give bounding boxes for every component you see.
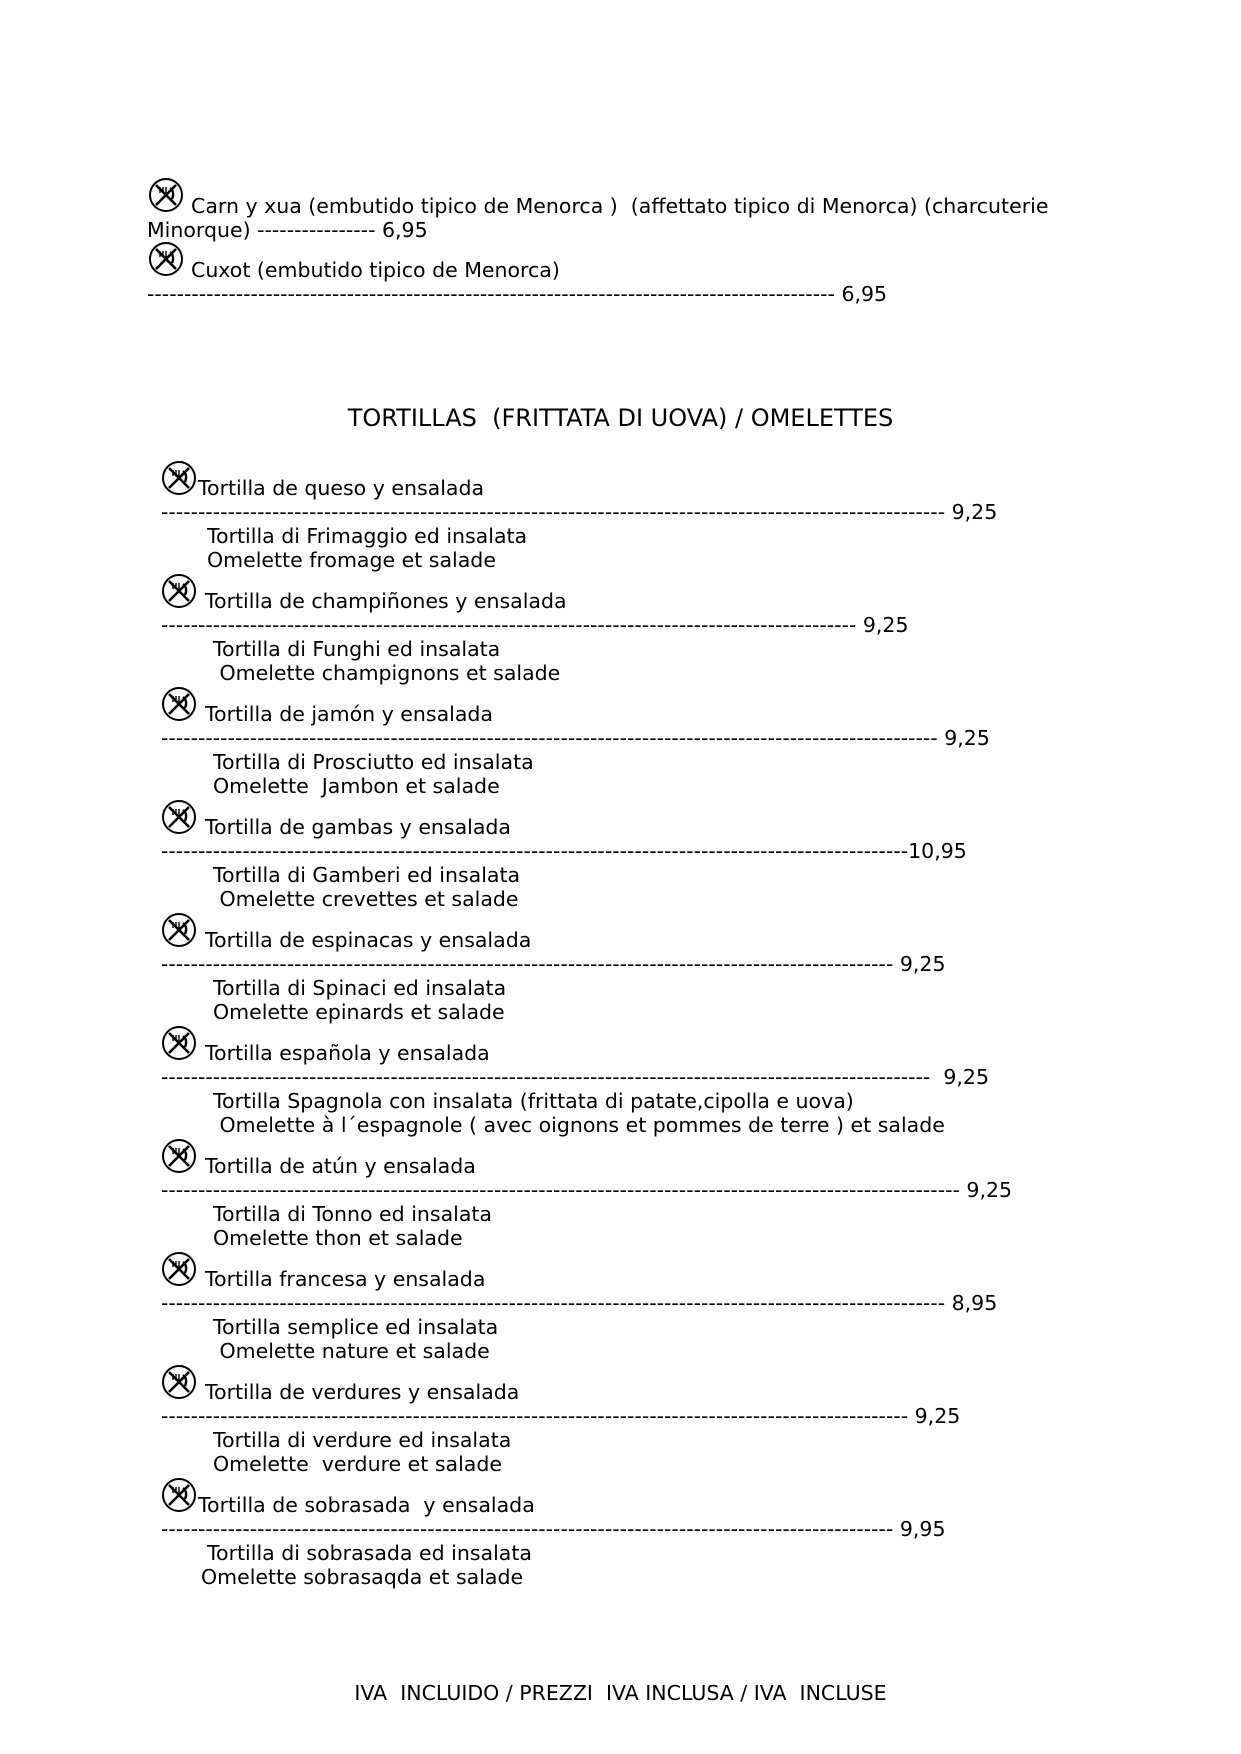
no-cutlery-icon bbox=[161, 1138, 197, 1174]
footer-vat-note: IVA INCLUIDO / PREZZI IVA INCLUSA / IVA INCLUSE bbox=[354, 1681, 887, 1705]
item-name-fr: Omelette fromage et salade bbox=[207, 548, 496, 572]
item-name-fr: Omelette crevettes et salade bbox=[213, 887, 519, 911]
no-cutlery-icon bbox=[161, 573, 197, 609]
item-price-line: ---------------------------------------------------------------------------------------------- 9,25 bbox=[161, 613, 909, 637]
item-name-it: Tortilla di Tonno ed insalata bbox=[213, 1202, 492, 1226]
no-cutlery-icon bbox=[161, 1025, 197, 1061]
item-name-es: Tortilla española y ensalada bbox=[205, 1041, 490, 1065]
item-name-it: Tortilla di Funghi ed insalata bbox=[213, 637, 501, 661]
item-price-line: ----------------------------------------------------------------------------------------------------- 9,25 bbox=[161, 1404, 961, 1428]
item-line: Carn y xua (embutido tipico de Menorca ) (affettato tipico di Menorca) (charcuterie bbox=[191, 194, 1049, 218]
item-name-es: Tortilla de jamón y ensalada bbox=[205, 702, 493, 726]
item-name-fr: Omelette sobrasaqda et salade bbox=[201, 1565, 524, 1589]
item-name-fr: Omelette à l´espagnole ( avec oignons et pommes de terre ) et salade bbox=[213, 1113, 945, 1137]
no-cutlery-icon bbox=[161, 1251, 197, 1287]
item-name-it: Tortilla di Prosciutto ed insalata bbox=[213, 750, 534, 774]
no-cutlery-icon bbox=[161, 1364, 197, 1400]
no-cutlery-icon bbox=[161, 1477, 197, 1513]
no-cutlery-icon bbox=[148, 177, 184, 213]
item-name-fr: Omelette Jambon et salade bbox=[213, 774, 500, 798]
item-name-es: Tortilla de verdures y ensalada bbox=[205, 1380, 520, 1404]
item-name-es: Tortilla de queso y ensalada bbox=[198, 476, 485, 500]
section-title: TORTILLAS (FRITTATA DI UOVA) / OMELETTES bbox=[347, 404, 894, 432]
no-cutlery-icon bbox=[161, 460, 197, 496]
item-price-line: -------------------------------------------------------------------------------------------------------- 9,25 bbox=[161, 1065, 989, 1089]
item-price-line: --------------------------------------------------------------------------------------------------- 9,25 bbox=[161, 952, 946, 976]
item-name-es: Tortilla de espinacas y ensalada bbox=[205, 928, 532, 952]
item-name-it: Tortilla di Spinaci ed insalata bbox=[213, 976, 507, 1000]
item-price-line: ------------------------------------------------------------------------------------------------------------ 9,25 bbox=[161, 1178, 1013, 1202]
item-name-es: Tortilla de sobrasada y ensalada bbox=[198, 1493, 535, 1517]
item-name-fr: Omelette verdure et salade bbox=[213, 1452, 502, 1476]
item-name-fr: Omelette epinards et salade bbox=[213, 1000, 505, 1024]
item-name-it: Tortilla di Frimaggio ed insalata bbox=[207, 524, 528, 548]
item-price-line: --------------------------------------------------------------------------------------------------------- 9,25 bbox=[161, 726, 990, 750]
item-name-fr: Omelette thon et salade bbox=[213, 1226, 463, 1250]
item-name-it: Tortilla Spagnola con insalata (frittata di patate,cipolla e uova) bbox=[213, 1089, 854, 1113]
item-name-es: Tortilla francesa y ensalada bbox=[205, 1267, 486, 1291]
item-name-fr: Omelette champignons et salade bbox=[213, 661, 561, 685]
item-line: Cuxot (embutido tipico de Menorca) bbox=[191, 258, 560, 282]
no-cutlery-icon bbox=[161, 686, 197, 722]
item-name-it: Tortilla di Gamberi ed insalata bbox=[213, 863, 521, 887]
item-name-fr: Omelette nature et salade bbox=[213, 1339, 490, 1363]
item-name-it: Tortilla semplice ed insalata bbox=[213, 1315, 499, 1339]
item-price-line: ---------------------------------------------------------------------------------------------------------- 9,25 bbox=[161, 500, 998, 524]
item-name-es: Tortilla de atún y ensalada bbox=[205, 1154, 476, 1178]
item-line-price: Minorque) ---------------- 6,95 bbox=[147, 218, 428, 242]
no-cutlery-icon bbox=[161, 799, 197, 835]
item-price-line: --------------------------------------------------------------------------------------------------- 9,95 bbox=[161, 1517, 946, 1541]
item-name-es: Tortilla de champiñones y ensalada bbox=[205, 589, 567, 613]
item-price-line: ---------------------------------------------------------------------------------------------------------- 8,95 bbox=[161, 1291, 998, 1315]
item-price-line: -----------------------------------------------------------------------------------------------------10,95 bbox=[161, 839, 967, 863]
item-name-es: Tortilla de gambas y ensalada bbox=[205, 815, 511, 839]
item-line-price: --------------------------------------------------------------------------------------------- 6,95 bbox=[147, 282, 888, 306]
no-cutlery-icon bbox=[161, 912, 197, 948]
item-name-it: Tortilla di sobrasada ed insalata bbox=[207, 1541, 532, 1565]
item-name-it: Tortilla di verdure ed insalata bbox=[213, 1428, 512, 1452]
no-cutlery-icon bbox=[148, 241, 184, 277]
